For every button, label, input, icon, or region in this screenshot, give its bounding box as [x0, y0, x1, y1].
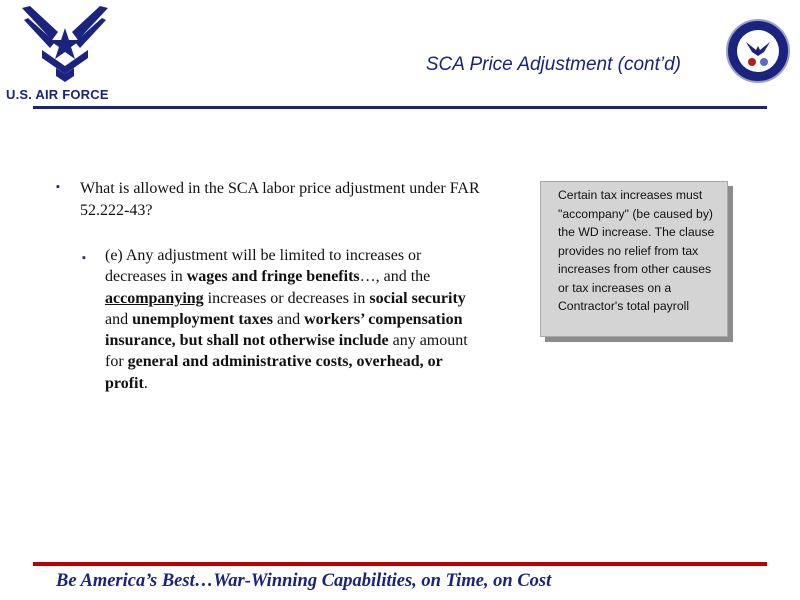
bullet-square-icon: ▪ [82, 252, 86, 264]
callout-text: Certain tax increases must "accompany" (be caused by) the WD increase. The clause provides no relief from tax increases from other causes or tax increases on a Contractor's total payroll [558, 188, 715, 313]
air-force-logo-icon [22, 6, 108, 82]
bullet-square-icon: ▪ [56, 181, 60, 193]
footer-tagline: Be America’s Best…War-Winning Capabilities, on Time, on Cost [56, 571, 552, 591]
header-divider [33, 106, 767, 109]
saf-aqc-seal-icon [726, 6, 790, 96]
bullet-level1-text: What is allowed in the SCA labor price adjustment under FAR 52.222-43? [80, 180, 480, 219]
air-force-wordmark: U.S. AIR FORCE [6, 87, 109, 102]
footer-divider [33, 562, 767, 566]
slide-title: SCA Price Adjustment (cont’d) [425, 54, 681, 75]
bullet-level2-text: (e) Any adjustment will be limited to increases or decreases in wages and fringe benefits…, and the accompanying increases or decreases in social security and unemployment taxes and workers’ compensation insurance, but shall not otherwise include any amount for general and administrative costs, overhead, or profit. [105, 247, 468, 392]
